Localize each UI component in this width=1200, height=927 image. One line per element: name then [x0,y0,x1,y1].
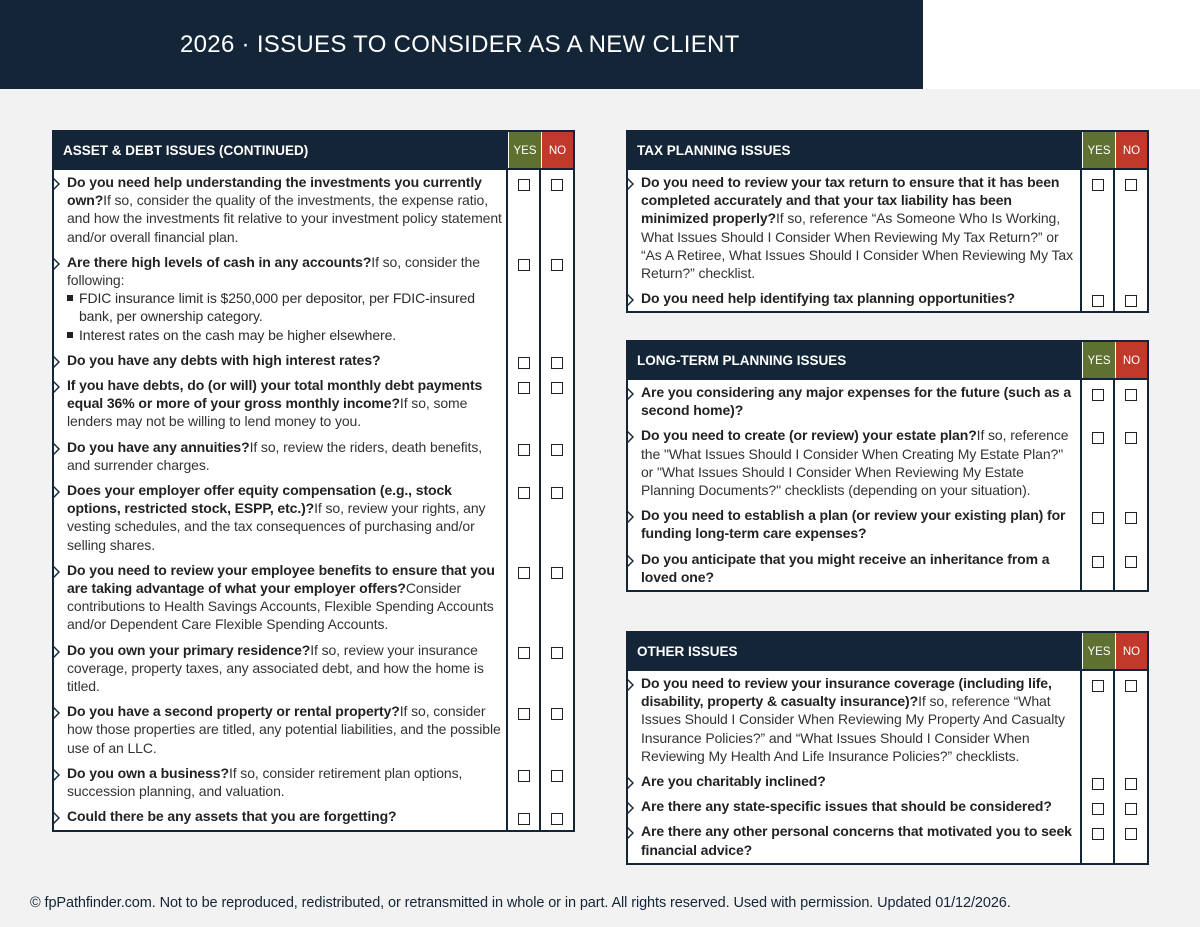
yes-column-header: YES [1082,342,1115,378]
bullet-item: Interest rates on the cash may be higher elsewhere. [67,326,503,344]
bullet-list [67,289,503,344]
no-column-header: NO [541,132,573,168]
yes-cell [507,561,540,634]
question-bold: Do you need to establish a plan (or review your existing plan) for funding long-term care expenses? [641,507,1066,542]
question-bold: If you have debts, do (or will) your total monthly debt payments equal 36% or more of your gross monthly income? [67,377,483,412]
question-detail: If so, consider retirement plan options, succession planning, and valuation. [67,764,463,800]
question-text [54,351,507,369]
item-arrow-icon [54,769,60,781]
checklist-item [54,804,573,829]
question-bold: Do you need to review your insurance coverage (including life, disability, property & casualty insurance)? [641,675,1052,710]
no-checkbox[interactable] [1125,680,1137,692]
item-arrow-icon [628,802,634,814]
item-arrow-icon [54,258,60,270]
yes-cell [507,807,540,825]
no-cell [540,481,573,554]
section-title: LONG-TERM PLANNING ISSUES [637,353,847,368]
no-checkbox[interactable] [1125,512,1137,524]
section-body [54,170,573,830]
no-cell [1114,506,1147,542]
yes-cell [1081,822,1114,858]
no-checkbox[interactable] [551,382,563,394]
question-text [628,506,1081,542]
question-text [54,376,507,431]
no-checkbox[interactable] [551,708,563,720]
yes-cell [507,351,540,369]
question-bold: Do you have any debts with high interest rates? [67,351,381,368]
section-body [628,671,1147,863]
item-arrow-icon [628,555,634,567]
question-bold: Do you anticipate that you might receive an inheritance from a loved one? [641,550,1050,585]
no-cell [540,376,573,431]
question-text [54,807,507,825]
no-checkbox[interactable] [551,444,563,456]
page-title: 2026 · ISSUES TO CONSIDER AS A NEW CLIENT [180,31,740,58]
header-logo-area [923,0,1200,89]
checklist-item [628,503,1147,546]
section-other-issues [626,631,1149,865]
section-header [628,342,1147,380]
no-checkbox[interactable] [1125,179,1137,191]
no-checkbox[interactable] [551,770,563,782]
question-text [54,764,507,800]
checklist-item [628,547,1147,590]
question-bold: Does your employer offer equity compensation (e.g., stock options, restricted stock, ESPP, etc.)? [67,482,452,517]
question-text [628,550,1081,586]
checklist-item [628,170,1147,286]
question-bold: Are you considering any major expenses for the future (such as a second home)? [641,384,1072,419]
checklist-item [54,170,573,250]
item-arrow-icon [628,178,634,190]
yes-checkbox[interactable] [1092,295,1104,307]
yes-cell [1081,289,1114,307]
yes-checkbox[interactable] [518,487,530,499]
question-detail: If so, consider the quality of the investments, the expense ratio, and how the investments fit relative to your investment policy statement and/or overall financial plan. [67,192,502,245]
checklist-item [54,435,573,478]
yes-checkbox[interactable] [518,813,530,825]
question-text [628,797,1081,815]
checklist-item [628,286,1147,311]
no-checkbox[interactable] [551,647,563,659]
question-bold: Are there high levels of cash in any accounts? [67,253,372,270]
question-bold: Are you charitably inclined? [641,773,826,790]
yes-checkbox[interactable] [518,647,530,659]
item-arrow-icon [54,707,60,719]
question-detail: If so, reference “As Someone Who Is Working, What Issues Should I Consider When Reviewing My Tax Return?” or “As A Retiree, What Issues Should I Consider When Reviewing My Tax Return?” checklist. [641,210,1074,282]
checklist-item [54,348,573,373]
yes-checkbox[interactable] [518,444,530,456]
yes-cell [507,764,540,800]
yes-checkbox[interactable] [518,708,530,720]
question-text [628,426,1081,499]
item-arrow-icon [628,511,634,523]
no-cell [540,702,573,757]
no-checkbox[interactable] [551,259,563,271]
section-tax-planning [626,130,1149,313]
item-arrow-icon [628,777,634,789]
no-checkbox[interactable] [1125,556,1137,568]
checklist-item [628,794,1147,819]
yes-checkbox[interactable] [518,179,530,191]
yes-cell [507,173,540,246]
question-text [628,674,1081,765]
no-checkbox[interactable] [551,487,563,499]
yes-cell [1081,426,1114,499]
question-detail: If so, reference “What Issues Should I Consider When Reviewing My Property And Casualty Insurance Policies?” and “What Issues Should I Consider When Reviewing My Health And Life Insurance Policies?” checklists. [641,693,1065,764]
item-arrow-icon [54,178,60,190]
question-bold: Are there any other personal concerns that motivated you to seek financial advice? [641,823,1072,858]
yes-checkbox[interactable] [1092,512,1104,524]
checklist-item [628,380,1147,423]
no-cell [1114,772,1147,790]
no-checkbox[interactable] [551,357,563,369]
yes-checkbox[interactable] [1092,828,1104,840]
question-detail: If so, reference the "What Issues Should I Consider When Creating My Estate Plan?" or "What Issues Should I Consider When Reviewing My Estate Planning Documents?" checklists (depending on your situation). [641,427,1069,499]
question-text [54,561,507,634]
question-text [628,772,1081,790]
section-title: OTHER ISSUES [637,644,738,659]
no-checkbox[interactable] [551,179,563,191]
yes-checkbox[interactable] [518,357,530,369]
item-arrow-icon [54,646,60,658]
item-arrow-icon [54,356,60,368]
question-text [628,289,1081,307]
item-arrow-icon [628,827,634,839]
yes-cell [1081,173,1114,282]
section-title: TAX PLANNING ISSUES [637,143,791,158]
section-asset-debt [52,130,575,832]
yes-cell [507,253,540,344]
question-text [54,253,507,344]
no-checkbox[interactable] [1125,295,1137,307]
page-header [0,0,923,89]
question-detail: If so, review the riders, death benefits, and surrender charges. [67,438,483,473]
question-bold: Do you need help understanding the investments you currently own? [67,174,482,209]
copyright-footer: © fpPathfinder.com. Not to be reproduced, redistributed, or retransmitted in whole or in part. All rights reserved. Used with permission. Updated 01/12/2026. [30,895,1011,911]
no-cell [540,807,573,825]
bullet-item: FDIC insurance limit is $250,000 per depositor, per FDIC-insured bank, per ownership category. [67,289,503,325]
no-checkbox[interactable] [1125,828,1137,840]
yes-checkbox[interactable] [1092,432,1104,444]
question-text [54,481,507,554]
no-cell [540,253,573,344]
section-header [54,132,573,170]
yes-checkbox[interactable] [1092,179,1104,191]
section-header [628,132,1147,170]
checklist-item [54,250,573,348]
question-bold: Are there any state-specific issues that should be considered? [641,798,1052,815]
no-cell [1114,674,1147,765]
yes-cell [507,376,540,431]
question-bold: Do you own a business? [67,764,229,781]
question-bold: Do you need to create (or review) your estate plan? [641,427,977,444]
item-arrow-icon [628,431,634,443]
item-arrow-icon [54,812,60,824]
item-arrow-icon [54,443,60,455]
yes-checkbox[interactable] [518,567,530,579]
item-arrow-icon [628,679,634,691]
no-checkbox[interactable] [1125,778,1137,790]
question-text [628,822,1081,858]
yes-checkbox[interactable] [1092,803,1104,815]
checklist-item [54,638,573,700]
yes-cell [1081,506,1114,542]
question-text [54,641,507,696]
checklist-item [628,671,1147,769]
yes-cell [507,702,540,757]
yes-cell [1081,772,1114,790]
yes-checkbox[interactable] [518,382,530,394]
section-body [628,380,1147,590]
no-checkbox[interactable] [551,567,563,579]
yes-cell [507,438,540,474]
yes-cell [507,641,540,696]
yes-checkbox[interactable] [1092,680,1104,692]
no-cell [540,173,573,246]
no-cell [540,438,573,474]
section-header [628,633,1147,671]
question-bold: Do you own your primary residence? [67,641,311,658]
no-checkbox[interactable] [1125,432,1137,444]
no-column-header: NO [1115,342,1147,378]
yes-checkbox[interactable] [1092,389,1104,401]
no-cell [1114,383,1147,419]
question-detail: If so, consider the following: [67,253,480,289]
question-detail: If so, review your rights, any vesting schedules, and the tax consequences of purchasing and/or selling shares. [67,500,486,553]
checklist-item [628,769,1147,794]
question-text [628,383,1081,419]
yes-checkbox[interactable] [1092,556,1104,568]
question-detail: If so, some lenders may not be willing to lend money to you. [67,395,468,430]
yes-column-header: YES [508,132,541,168]
question-detail: Consider contributions to Health Savings Accounts, Flexible Spending Accounts and/or Dependent Care Flexible Spending Accounts. [67,580,494,633]
no-cell [1114,822,1147,858]
checklist-item [54,699,573,761]
item-arrow-icon [54,381,60,393]
yes-checkbox[interactable] [1092,778,1104,790]
question-bold: Could there be any assets that you are forgetting? [67,808,397,825]
checklist-item [628,819,1147,862]
no-cell [540,641,573,696]
question-text [54,702,507,757]
section-body [628,170,1147,311]
checklist-item [54,478,573,558]
question-text [628,173,1081,282]
question-detail: If so, consider how those properties are titled, any potential liabilities, and the possible use of an LLC. [67,703,501,756]
checklist-item [54,373,573,435]
section-title: ASSET & DEBT ISSUES (CONTINUED) [63,143,309,158]
no-cell [1114,797,1147,815]
checklist-item [628,423,1147,503]
item-arrow-icon [628,388,634,400]
question-bold: Do you need to review your employee benefits to ensure that you are taking advantage of what your employer offers? [67,561,495,597]
no-cell [540,561,573,634]
no-checkbox[interactable] [1125,803,1137,815]
no-cell [1114,289,1147,307]
no-checkbox[interactable] [1125,389,1137,401]
yes-cell [1081,383,1114,419]
yes-cell [1081,797,1114,815]
question-bold: Do you need to review your tax return to ensure that it has been completed accurately and that your tax liability has been minimized properly? [641,174,1060,227]
checklist-item [54,558,573,638]
yes-cell [1081,550,1114,586]
yes-checkbox[interactable] [518,770,530,782]
item-arrow-icon [628,294,634,306]
no-cell [1114,426,1147,499]
yes-column-header: YES [1082,633,1115,669]
question-bold: Do you have a second property or rental property? [67,703,400,720]
no-checkbox[interactable] [551,813,563,825]
question-bold: Do you need help identifying tax planning opportunities? [641,290,1015,307]
question-detail: If so, review your insurance coverage, property taxes, any associated debt, and how the home is titled. [67,641,484,695]
yes-cell [1081,674,1114,765]
question-text [54,173,507,246]
question-bold: Do you have any annuities? [67,438,250,455]
no-cell [1114,173,1147,282]
no-cell [540,764,573,800]
item-arrow-icon [54,486,60,498]
no-cell [540,351,573,369]
question-text [54,438,507,474]
yes-column-header: YES [1082,132,1115,168]
yes-checkbox[interactable] [518,259,530,271]
no-column-header: NO [1115,132,1147,168]
no-column-header: NO [1115,633,1147,669]
section-long-term-planning [626,340,1149,592]
item-arrow-icon [54,566,60,578]
no-cell [1114,550,1147,586]
yes-cell [507,481,540,554]
checklist-item [54,761,573,804]
